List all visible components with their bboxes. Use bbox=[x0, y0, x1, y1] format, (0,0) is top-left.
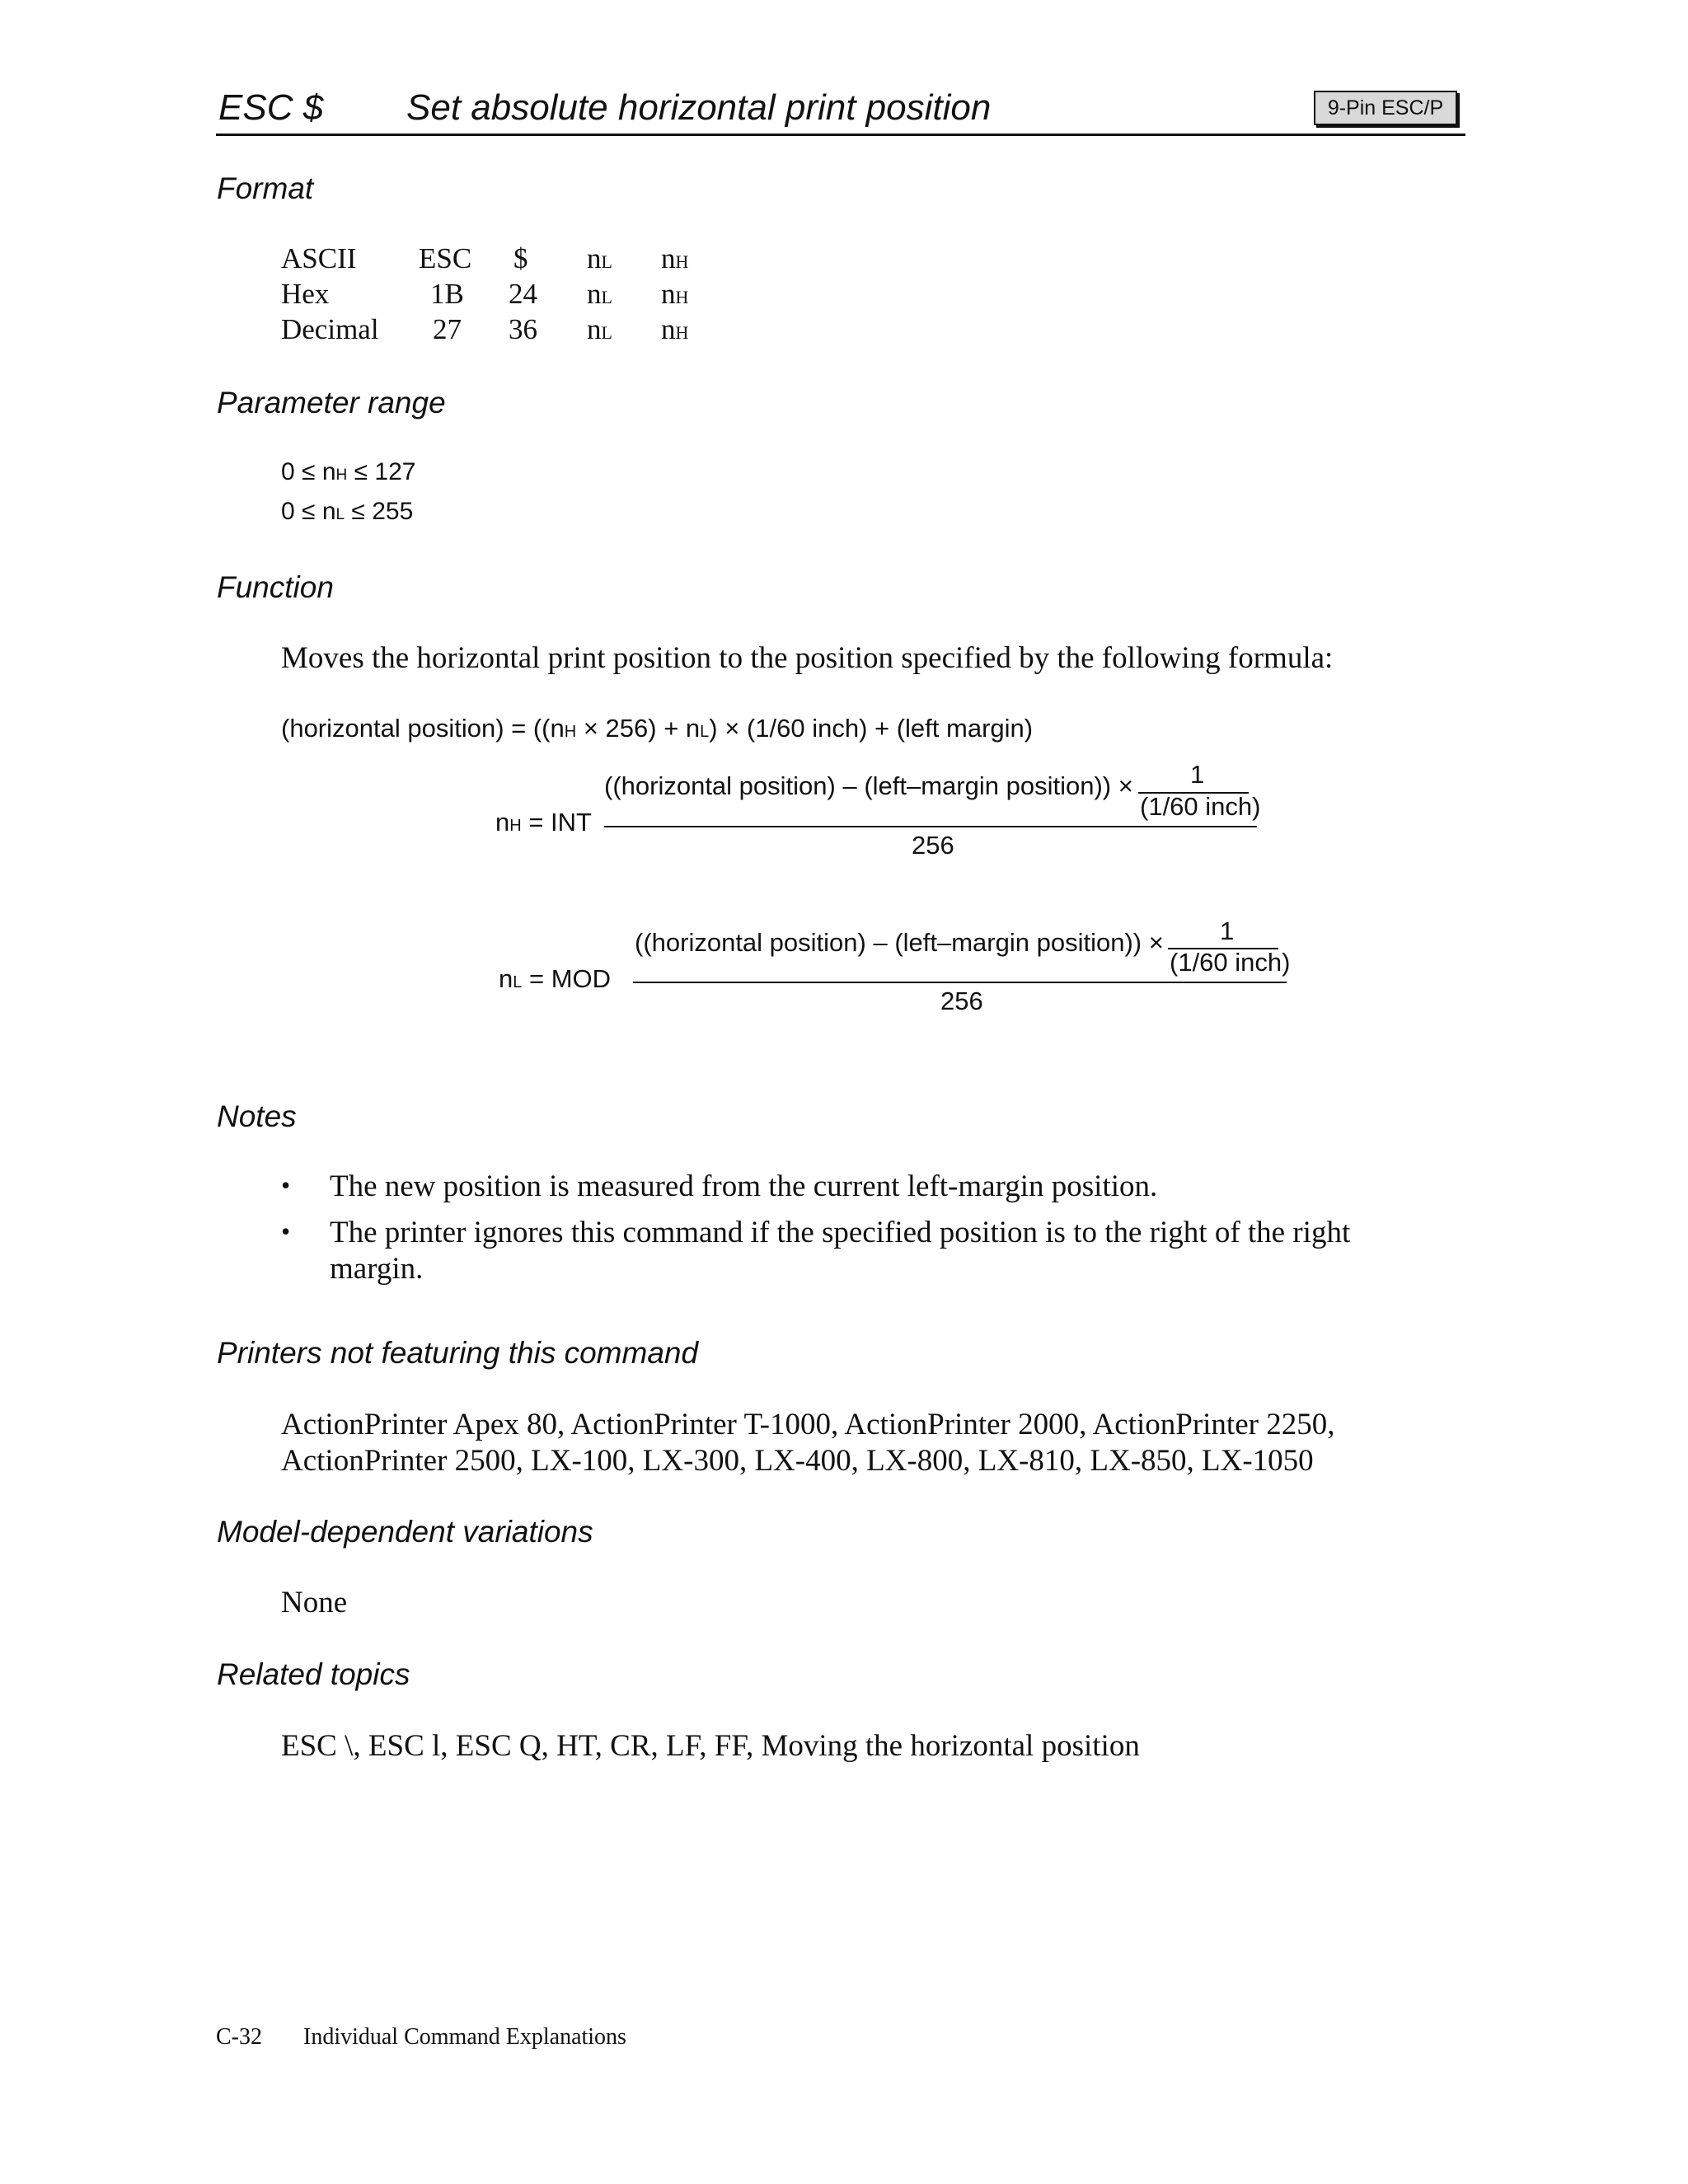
format-decimal-nl: nL bbox=[587, 313, 612, 345]
page-title: Set absolute horizontal print position bbox=[406, 87, 992, 128]
function-text: Moves the horizontal print position to the position specified by the following formula: bbox=[281, 641, 1334, 675]
nl-formula-denominator: 256 bbox=[940, 987, 983, 1015]
model-dependent-text: None bbox=[281, 1586, 348, 1619]
format-ascii-nl: nL bbox=[587, 242, 612, 274]
format-hex-nh: nH bbox=[661, 278, 689, 310]
format-label-ascii: ASCII bbox=[281, 242, 357, 274]
param-range-nh: 0 ≤ nH ≤ 127 bbox=[281, 458, 416, 485]
nl-formula-fraction-bar bbox=[633, 982, 1287, 983]
note-item-2: The printer ignores this command if the specified position is to the right of the right bbox=[330, 1216, 1351, 1249]
format-decimal-36: 36 bbox=[509, 313, 537, 345]
format-decimal-nh: nH bbox=[661, 313, 689, 345]
nh-formula-fraction-bar bbox=[604, 826, 1257, 827]
notes-heading: Notes bbox=[217, 1099, 297, 1133]
header-rule bbox=[216, 134, 1465, 136]
page-number: C-32 bbox=[216, 2024, 262, 2050]
note-item-1: The new position is measured from the current left-margin position. bbox=[330, 1169, 1158, 1203]
format-label-hex: Hex bbox=[281, 278, 330, 310]
bullet-icon: • bbox=[281, 1216, 291, 1246]
nh-formula-small-denominator: (1/60 inch) bbox=[1140, 792, 1261, 821]
bullet-icon: • bbox=[281, 1170, 291, 1200]
printers-list-line-2: ActionPrinter 2500, LX-100, LX-300, LX-400, LX-800, LX-810, LX-850, LX-1050 bbox=[281, 1444, 1314, 1478]
function-heading: Function bbox=[217, 570, 334, 604]
nh-formula-small-numerator: 1 bbox=[1190, 760, 1205, 789]
printers-list-line-1: ActionPrinter Apex 80, ActionPrinter T-1000, ActionPrinter 2000, ActionPrinter 2250, bbox=[281, 1408, 1335, 1441]
nh-formula-denominator: 256 bbox=[912, 831, 954, 860]
format-ascii-nh: nH bbox=[661, 242, 689, 274]
format-ascii-esc: ESC bbox=[419, 242, 472, 274]
format-hex-nl: nL bbox=[587, 278, 612, 310]
parameter-range-heading: Parameter range bbox=[217, 386, 446, 419]
related-topics-text: ESC \, ESC l, ESC Q, HT, CR, LF, FF, Moving the horizontal position bbox=[281, 1729, 1140, 1763]
format-heading: Format bbox=[217, 171, 314, 205]
printers-heading: Printers not featuring this command bbox=[217, 1336, 699, 1370]
related-topics-heading: Related topics bbox=[217, 1657, 410, 1691]
param-range-nl: 0 ≤ nL ≤ 255 bbox=[281, 498, 414, 525]
format-hex-24: 24 bbox=[509, 278, 537, 310]
command-name: ESC $ bbox=[218, 87, 324, 128]
format-label-decimal: Decimal bbox=[281, 313, 379, 345]
position-formula: (horizontal position) = ((nH × 256) + nL) × (1/60 inch) + (left margin) bbox=[281, 714, 1034, 743]
nl-formula-small-denominator: (1/60 inch) bbox=[1170, 948, 1291, 977]
format-hex-1b: 1B bbox=[430, 278, 464, 310]
nl-formula-small-numerator: 1 bbox=[1220, 916, 1235, 945]
nh-formula-lhs: nH = INT bbox=[495, 808, 592, 837]
model-dependent-heading: Model-dependent variations bbox=[217, 1515, 593, 1549]
nl-formula-numerator: ((horizontal position) – (left–margin position)) × bbox=[635, 928, 1164, 957]
command-set-badge: 9-Pin ESC/P bbox=[1314, 91, 1457, 125]
format-ascii-dollar: $ bbox=[513, 242, 528, 274]
note-item-2-continued: margin. bbox=[330, 1252, 424, 1286]
nh-formula-numerator: ((horizontal position) – (left–margin position)) × bbox=[604, 771, 1133, 800]
footer-chapter: Individual Command Explanations bbox=[303, 2024, 626, 2050]
format-decimal-27: 27 bbox=[433, 313, 462, 345]
nl-formula-lhs: nL = MOD bbox=[499, 964, 612, 993]
